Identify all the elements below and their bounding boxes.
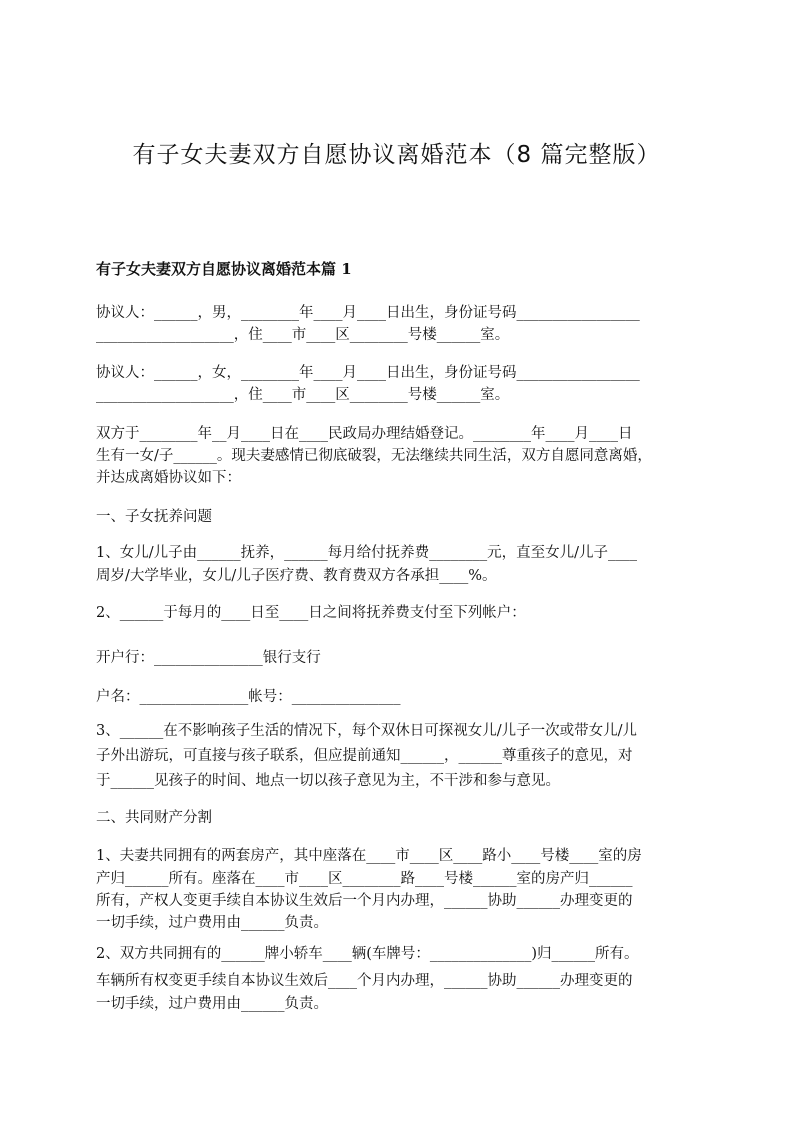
text-line: 开户行：_______________银行支行	[96, 650, 321, 666]
text-line: 子外出游玩，可直接与孩子联系，但应提前通知______，______尊重孩子的意见，对	[96, 748, 633, 764]
page-title: 有子女夫妻双方自愿协议离婚范本（8 篇完整版）	[132, 142, 661, 168]
text-line: ___________________，住____市____区________号楼______室。	[96, 387, 510, 403]
text-line: 协议人：______，男，________年____月____日出生，身份证号码_________________	[96, 305, 640, 321]
text-line: 于______见孩子的时间、地点一切以孩子意见为主，不干涉和参与意见。	[96, 773, 560, 789]
text-line: 1、女儿/儿子由______抚养，______每月给付抚养费________元，直至女儿/儿子____	[96, 545, 637, 561]
text-line: 所有，产权人变更手续自本协议生效后一个月内办理，______协助______办理变更的	[96, 893, 633, 909]
text-line: 户名：_______________帐号：_______________	[96, 689, 401, 705]
text-line: 一切手续，过户费用由______负责。	[96, 915, 328, 931]
text-line: 2、______于每月的____日至____日之间将抚养费支付至下列帐户：	[96, 605, 526, 621]
text-line: 生有一女/子______。现夫妻感情已彻底破裂，无法继续共同生活，双方自愿同意离婚，	[96, 448, 652, 464]
text-line: ___________________，住____市____区________号楼______室。	[96, 327, 510, 343]
text-line: 1、夫妻共同拥有的两套房产，其中座落在____市____区____路小____号楼____室的房	[96, 848, 642, 864]
text-line: 双方于________年__月____日在____民政局办理结婚登记。________年____月____日	[96, 426, 633, 442]
text-line: 周岁/大学毕业，女儿/儿子医疗费、教育费双方各承担____%。	[96, 568, 497, 584]
text-line: 2、双方共同拥有的______牌小轿车____辆(车牌号：______________)归______所有。	[96, 946, 639, 962]
text-line: 一切手续，过户费用由______负责。	[96, 996, 328, 1012]
section-title: 有子女夫妻双方自愿协议离婚范本篇 1	[96, 260, 352, 278]
text-line: 产归______所有。座落在____市____区________路____号楼______室的房产归______	[96, 871, 633, 887]
text-line: 并达成离婚协议如下：	[96, 470, 241, 486]
text-line: 协议人：______，女，________年____月____日出生，身份证号码_________________	[96, 365, 640, 381]
text-line: 车辆所有权变更手续自本协议生效后____个月内办理，______协助______办理变更的	[96, 973, 633, 989]
section-heading: 二、共同财产分割	[96, 810, 212, 826]
section-heading: 一、子女抚养问题	[96, 509, 212, 525]
text-line: 3、______在不影响孩子生活的情况下，每个双休日可探视女儿/儿子一次或带女儿/儿	[96, 723, 637, 739]
